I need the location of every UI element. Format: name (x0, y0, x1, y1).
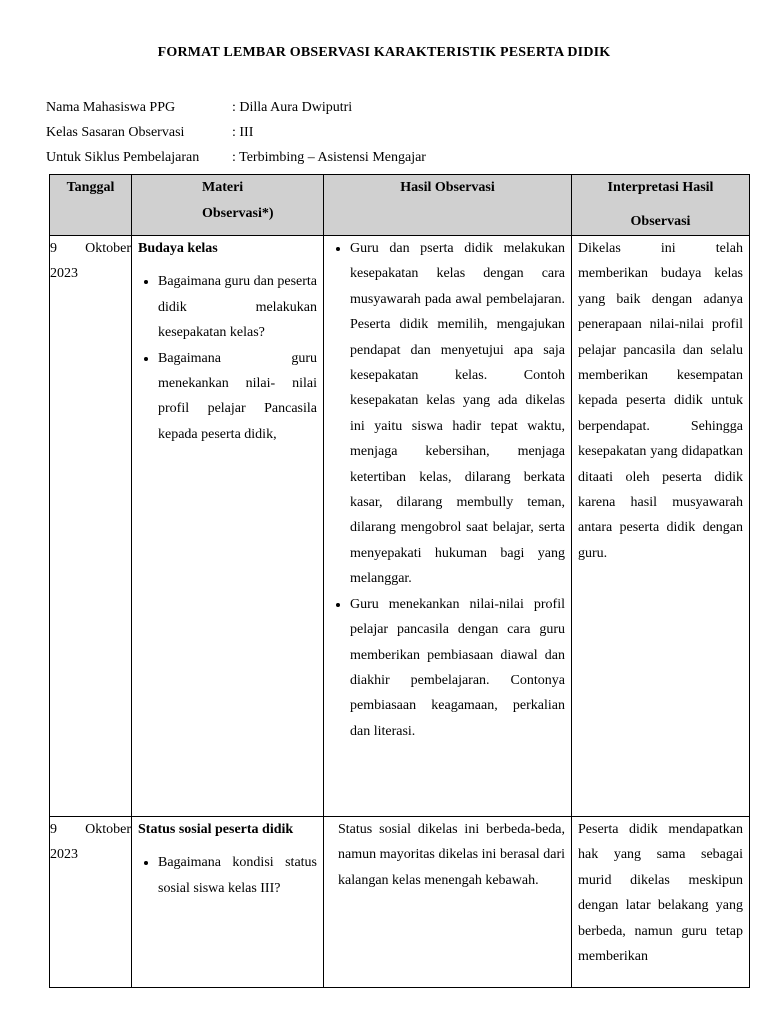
date-day: 9 (50, 241, 57, 256)
cell-materi (132, 817, 324, 988)
date-day: 9 (50, 822, 57, 837)
list-item: • Guru dan pserta didik melakukan kesepakatan kelas dengan cara musyawarah pada awal pembelajaran. Peserta didik memilih, mengajukan pendapat dan menyetujui apa saja kesepakatan kelas. Contoh kesepakatan kelas yang ada dikelas ini yaitu siswa hadir tepat waktu, menjaga kebersihan, menjaga ketertiban kelas, dilarang berkata kasar, dilarang membully teman, dilarang mengobrol saat belajar, serta menyepakati hukuman bagi yang melanggar. (350, 236, 565, 592)
hasil-content (324, 236, 571, 744)
table-row (50, 817, 750, 988)
date-text (50, 817, 131, 868)
cell-date (50, 236, 132, 817)
meta-row-student-name (46, 97, 426, 122)
date-month: Oktober (85, 822, 131, 837)
meta-value: : III (232, 125, 254, 140)
list-item: • Bagaimana guru menekankan nilai- nilai profil pelajar Pancasila kepada peserta didik, (158, 346, 317, 448)
hasil-text: Status sosial dikelas ini berbeda-beda, namun mayoritas dikelas ini berasal dari kalangan kelas menengah kebawah. (338, 822, 565, 888)
header-hasil: Hasil Observasi (324, 175, 572, 236)
interpretasi-text: Dikelas ini telah memberikan budaya kelas yang baik dengan adanya penerapaan nilai-nilai profil pelajar pancasila dan selalu memberikan kesempatan kepada peserta didik untuk berpendapat. Sehingga kesepakatan yang didapatkan ditaati oleh peserta didik karena hasil musyawarah antara peserta didik dengan guru. (578, 241, 743, 561)
observation-table (49, 174, 750, 988)
cell-interpretasi (572, 236, 750, 817)
document-title: FORMAT LEMBAR OBSERVASI KARAKTERISTIK PESERTA DIDIK (157, 45, 611, 60)
table-row (50, 236, 750, 817)
materi-list (138, 269, 317, 447)
cell-date (50, 817, 132, 988)
date-line (50, 236, 131, 261)
date-year: 2023 (50, 847, 78, 863)
identity-block (46, 97, 426, 172)
cell-materi (132, 236, 324, 817)
cell-hasil (324, 236, 572, 817)
date-month: Oktober (85, 241, 131, 256)
cell-hasil (324, 817, 572, 988)
date-text (50, 236, 131, 287)
table-header-row (50, 175, 750, 236)
cell-interpretasi (572, 817, 750, 988)
header-materi-line1: Materi (202, 180, 244, 195)
header-tanggal: Tanggal (50, 175, 132, 236)
header-interpretasi-line1: Interpretasi Hasil (607, 180, 714, 195)
meta-label: Kelas Sasaran Observasi (46, 125, 185, 140)
meta-value: : Terbimbing – Asistensi Mengajar (232, 150, 426, 165)
interpretasi-text: Peserta didik mendapatkan hak yang sama sebagai murid dikelas meskipun dengan latar belakang yang berbeda, namun guru tetap memberikan (578, 822, 743, 965)
meta-row-target-class (46, 122, 426, 147)
date-line (50, 817, 131, 842)
header-interpretasi-line2: Observasi (630, 214, 691, 229)
materi-content (132, 817, 323, 901)
list-item: • Bagaimana guru dan peserta didik melakukan kesepakatan kelas? (158, 269, 317, 345)
meta-row-learning-cycle (46, 147, 426, 172)
date-year: 2023 (50, 266, 78, 282)
header-materi-line2: Observasi*) (202, 206, 274, 221)
header-interpretasi (572, 175, 750, 236)
meta-label: Untuk Siklus Pembelajaran (46, 150, 200, 165)
meta-label: Nama Mahasiswa PPG (46, 100, 176, 115)
materi-content (132, 236, 323, 447)
materi-title: Budaya kelas (138, 241, 218, 256)
list-item: • Bagaimana kondisi status sosial siswa kelas III? (158, 850, 317, 901)
materi-title: Status sosial peserta didik (138, 822, 294, 837)
list-item: • Guru menekankan nilai-nilai profil pelajar pancasila dengan cara guru memberikan pembiasaan diawal dan diakhir pembelajaran. Contonya pembiasaan keagamaan, perkalian dan literasi. (350, 592, 565, 744)
materi-list (138, 850, 317, 901)
header-materi (132, 175, 324, 236)
meta-value: : Dilla Aura Dwiputri (232, 100, 353, 115)
hasil-list (330, 236, 565, 744)
